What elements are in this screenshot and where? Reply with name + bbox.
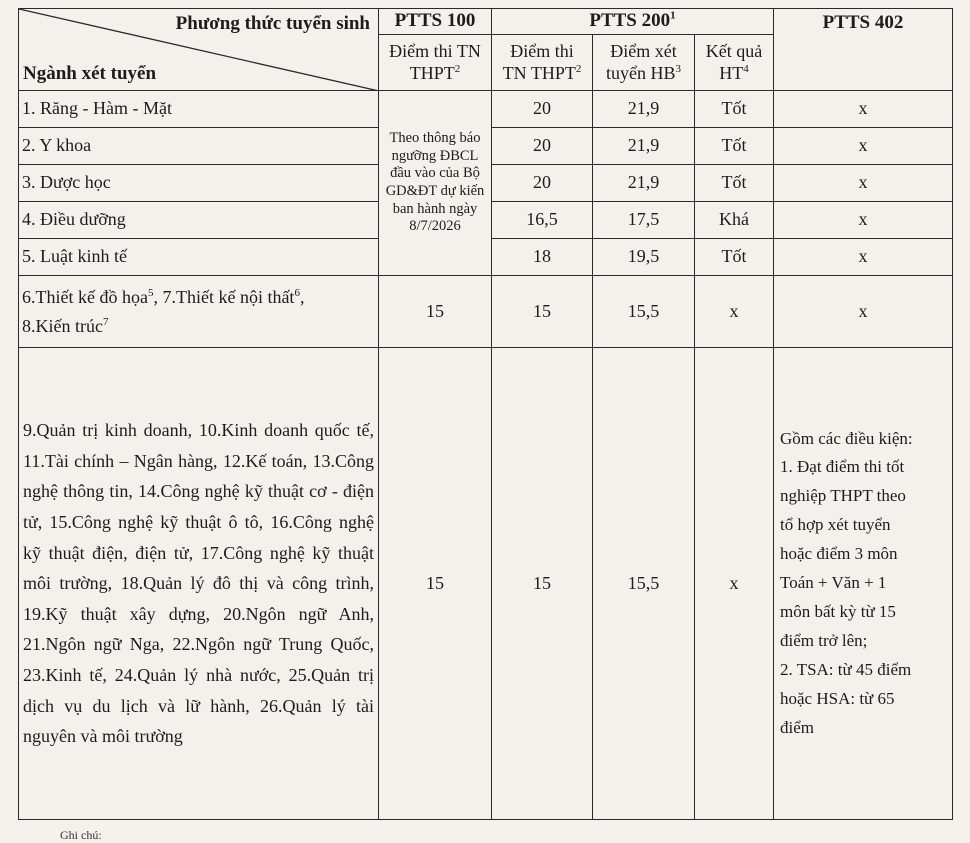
condition-line: môn bất kỳ từ 15 — [780, 601, 896, 621]
ptts402-header: PTTS 402 — [774, 9, 953, 91]
footer-note: Ghi chú: — [60, 828, 102, 842]
hb-score: 21,9 — [593, 128, 695, 165]
table-row — [19, 348, 953, 820]
header-row-1 — [19, 9, 953, 35]
header-corner-cell — [19, 9, 379, 91]
majors-header: Ngành xét tuyển — [23, 63, 157, 85]
ptts100-score: 15 — [379, 276, 492, 348]
subheader-hb-score: Điểm xét tuyển $HB^3$ — [593, 35, 695, 91]
condition-line: hoặc điểm 3 môn — [780, 544, 898, 564]
tn-score: 20 — [492, 128, 593, 165]
ptts402-value: x — [774, 239, 953, 276]
tn-score: 18 — [492, 239, 593, 276]
condition-line: nghiệp THPT theo — [780, 486, 906, 506]
condition-line: điểm trở lên; — [780, 630, 868, 650]
hb-score: 21,9 — [593, 91, 695, 128]
condition-line: điểm — [780, 717, 814, 737]
tn-score: 16,5 — [492, 202, 593, 239]
ptts402-value: x — [774, 202, 953, 239]
major-name: 2. Y khoa — [19, 128, 379, 165]
hb-score: 19,5 — [593, 239, 695, 276]
ptts200-header: PTTS $200^1$ — [492, 9, 774, 35]
major-name: 3. Dược học — [19, 165, 379, 202]
condition-line: hoặc HSA: từ 65 — [780, 688, 895, 708]
ptts402-value: x — [774, 128, 953, 165]
ptts100-header: PTTS 100 — [379, 9, 492, 35]
condition-line: Toán + Văn + 1 — [780, 573, 887, 593]
result: x — [695, 348, 774, 820]
table-row — [19, 91, 953, 128]
result: Tốt — [695, 165, 774, 202]
tn-score: 20 — [492, 91, 593, 128]
methods-header: Phương thức tuyển sinh — [175, 13, 370, 34]
ptts402-value: x — [774, 165, 953, 202]
hb-score: 15,5 — [593, 276, 695, 348]
hb-score: 21,9 — [593, 165, 695, 202]
notice-cell: Theo thông báo ngưỡng ĐBCL đầu vào của Bộ GD&ĐT dự kiến ban hành ngày 8/7/2026 — [379, 91, 492, 276]
result: x — [695, 276, 774, 348]
ptts402-conditions — [774, 348, 953, 820]
subheader-ptts100-score: Điểm thi TN THPT$^2$ — [379, 35, 492, 91]
condition-line: tổ hợp xét tuyển — [780, 515, 891, 535]
ptts402-value: x — [774, 276, 953, 348]
hb-score: 17,5 — [593, 202, 695, 239]
major-name-list: 9.Quản trị kinh doanh, 10.Kinh doanh quốc tế, 11.Tài chính – Ngân hàng, 12.Kế toán, 13.Công nghệ thông tin, 14.Công nghệ kỹ thuật cơ - điện tử, 15.Công nghệ kỹ thuật ô tô, 16.Công nghệ kỹ thuật điện, điện tử, 17.Công nghệ kỹ thuật môi trường, 18.Quản lý đô thị và công trình, 19.Kỹ thuật xây dựng, 20.Ngôn ngữ Anh, 21.Ngôn ngữ Nga, 22.Ngôn ngữ Trung Quốc, 23.Kinh tế, 24.Quản lý nhà nước, 25.Quản trị dịch vụ du lịch và lữ hành, 26.Quản lý tài nguyên và môi trường — [19, 348, 379, 820]
major-name: 4. Điều dưỡng — [19, 202, 379, 239]
tn-score: 15 — [492, 348, 593, 820]
condition-line: Gồm các điều kiện: — [780, 428, 913, 448]
admission-table — [18, 8, 953, 820]
ptts402-value: x — [774, 91, 953, 128]
table-row — [19, 276, 953, 348]
subheader-result: Kết quả $HT^4$ — [695, 35, 774, 91]
tn-score: 15 — [492, 276, 593, 348]
condition-line: 2. TSA: từ 45 điểm — [780, 659, 912, 679]
ptts100-score: 15 — [379, 348, 492, 820]
tn-score: 20 — [492, 165, 593, 202]
major-name: 1. Răng - Hàm - Mặt — [19, 91, 379, 128]
subheader-tn-score: Điểm thi TN THPT$^2$ — [492, 35, 593, 91]
result: Khá — [695, 202, 774, 239]
major-name: 5. Luật kinh tế — [19, 239, 379, 276]
result: Tốt — [695, 239, 774, 276]
result: Tốt — [695, 128, 774, 165]
major-name: 6.Thiết kế đồ họa$^5$, 7.Thiết kế nội thất$^6$, 8.Kiến trúc$^7$ — [19, 276, 379, 348]
condition-line: 1. Đạt điểm thi tốt — [780, 457, 905, 477]
hb-score: 15,5 — [593, 348, 695, 820]
result: Tốt — [695, 91, 774, 128]
